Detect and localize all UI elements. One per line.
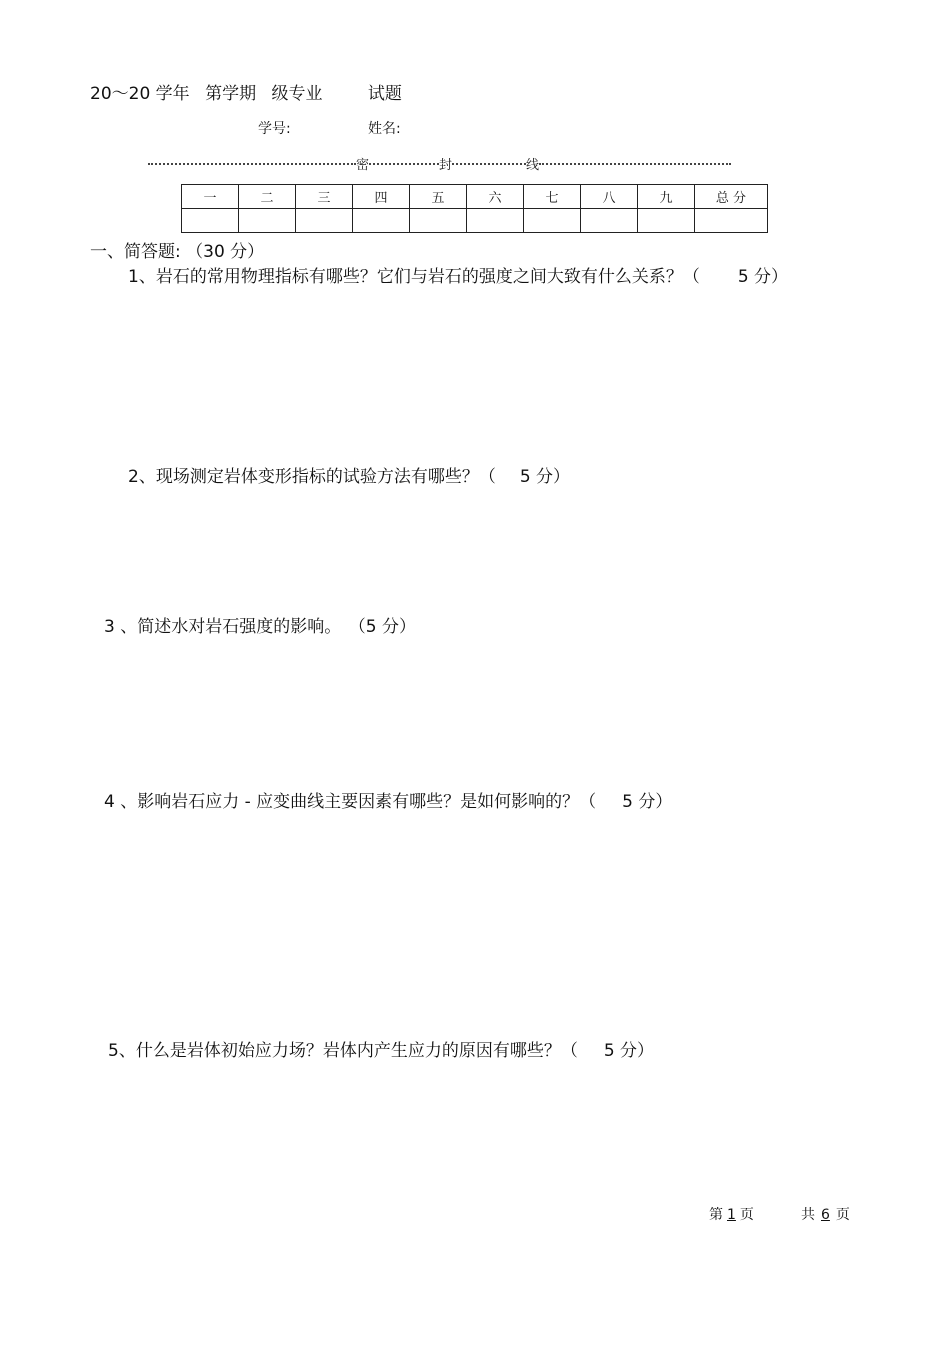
major: 级专业 — [271, 84, 323, 104]
score-input-cell[interactable] — [695, 209, 768, 233]
score-header-row — [182, 185, 768, 209]
score-header-cell: 八 — [581, 185, 638, 209]
total-pages — [801, 1204, 850, 1224]
question-text: 4 、影响岩石应力 - 应变曲线主要因素有哪些？是如何影响的？（ — [104, 792, 597, 812]
semester: 第学期 — [205, 84, 257, 104]
page-suffix: 页 — [739, 1207, 754, 1223]
question-points: （5 分） — [357, 617, 416, 637]
score-input-cell[interactable] — [353, 209, 410, 233]
score-input-cell[interactable] — [182, 209, 239, 233]
score-input-cell[interactable] — [638, 209, 695, 233]
seal-dots — [148, 163, 356, 165]
score-table — [181, 184, 768, 233]
question-text: 2、现场测定岩体变形指标的试验方法有哪些？（ — [128, 467, 496, 487]
question-points: 5 分） — [519, 467, 571, 487]
question-points: 5 分） — [622, 792, 673, 812]
question-text: 3 、简述水对岩石强度的影响。 — [104, 617, 342, 637]
question-5 — [108, 1036, 654, 1061]
question-points: 5 分） — [737, 267, 789, 287]
seal-mi: 密 — [356, 158, 370, 173]
score-input-cell[interactable] — [467, 209, 524, 233]
question-2 — [128, 462, 570, 487]
score-input-cell[interactable] — [524, 209, 581, 233]
score-header-cell: 五 — [410, 185, 467, 209]
page-number: 1 — [727, 1207, 736, 1223]
score-input-cell[interactable] — [239, 209, 296, 233]
total-number: 6 — [821, 1207, 830, 1223]
name-label: 姓名: — [368, 121, 401, 137]
total-prefix: 共 — [801, 1207, 815, 1223]
page-prefix: 第 — [709, 1207, 723, 1223]
score-input-cell[interactable] — [581, 209, 638, 233]
score-header-cell: 九 — [638, 185, 695, 209]
total-suffix: 页 — [835, 1207, 850, 1223]
score-input-cell[interactable] — [296, 209, 353, 233]
question-1 — [128, 262, 788, 287]
section-title: 一、简答题: （30 分） — [90, 242, 265, 262]
exam-label: 试题 — [367, 84, 402, 104]
question-4 — [104, 787, 672, 812]
question-text: 5、什么是岩体初始应力场？岩体内产生应力的原因有哪些？（ — [108, 1041, 578, 1061]
question-points: 5 分） — [603, 1041, 655, 1061]
score-header-cell: 三 — [296, 185, 353, 209]
year-range: 20～20 学年 — [90, 84, 190, 104]
seal-line — [148, 154, 731, 173]
exam-title — [90, 79, 412, 104]
page-indicator — [709, 1204, 754, 1224]
score-header-cell: 一 — [182, 185, 239, 209]
seal-dots — [452, 163, 526, 165]
score-value-row — [182, 209, 768, 233]
score-header-cell: 七 — [524, 185, 581, 209]
seal-xian: 线 — [526, 158, 540, 173]
score-header-cell: 六 — [467, 185, 524, 209]
score-header-cell: 二 — [239, 185, 296, 209]
seal-feng: 封 — [439, 158, 453, 173]
score-header-cell: 总 分 — [695, 185, 768, 209]
seal-dots — [369, 163, 439, 165]
score-header-cell: 四 — [353, 185, 410, 209]
question-text: 1、岩石的常用物理指标有哪些？它们与岩石的强度之间大致有什么关系？（ — [128, 267, 700, 287]
seal-dots — [539, 163, 731, 165]
student-id-label: 学号: — [258, 121, 291, 137]
question-3 — [104, 612, 416, 637]
score-input-cell[interactable] — [410, 209, 467, 233]
